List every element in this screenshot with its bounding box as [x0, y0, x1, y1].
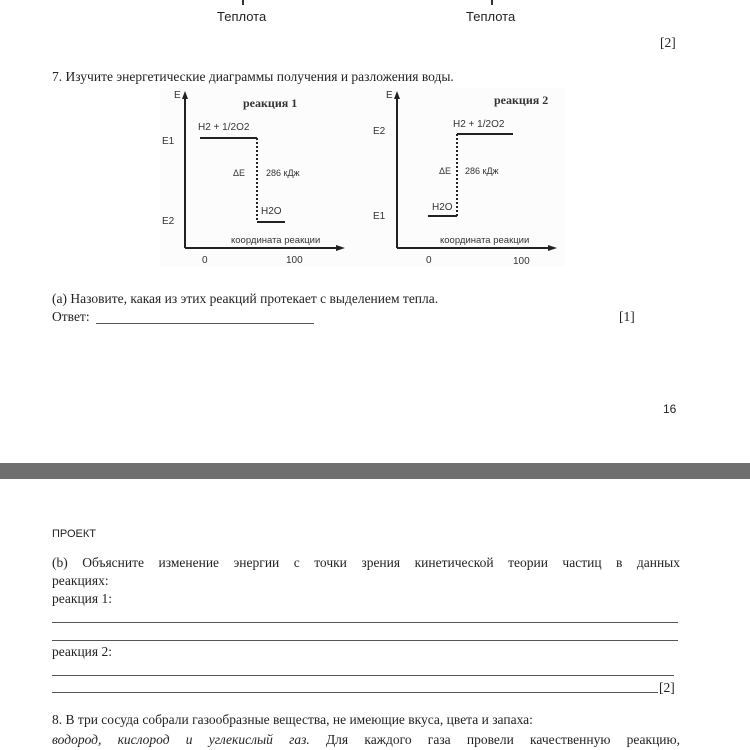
gas-list: водород, кислород и углекислый газ.	[52, 732, 310, 747]
page-header: ПРОЕКТ	[52, 528, 97, 540]
part-a-question: (a) Назовите, какая из этих реакций протекает с выделением тепла.	[52, 291, 439, 306]
energy-label: 286 кДж	[266, 168, 300, 178]
product-label: H2O	[261, 206, 282, 217]
energy-diagrams	[0, 0, 750, 280]
upper-level-label: E1	[162, 136, 175, 147]
delta-label: ΔE	[233, 168, 246, 178]
part-b-question-line1: (b) Объясните изменение энергии с точки зрения кинетической теории частиц в данных	[52, 555, 680, 570]
reactants-label: H2 + 1/2O2	[453, 119, 505, 130]
energy-label: 286 кДж	[465, 166, 499, 176]
reaction1-label: реакция 1:	[52, 591, 112, 606]
y-axis-label: E	[386, 90, 393, 101]
x-axis-label: координата реакции	[231, 235, 321, 246]
delta-label: ΔE	[439, 166, 452, 176]
answer-field[interactable]	[96, 323, 314, 324]
diagram-title: реакция 1	[243, 96, 298, 110]
tick-100: 100	[286, 255, 303, 266]
heat-label-right: Теплота	[466, 9, 516, 24]
reaction1-answer-line-2[interactable]	[52, 640, 678, 641]
tick-100: 100	[513, 256, 530, 267]
page-number: 16	[663, 402, 677, 416]
question8-line2	[52, 732, 680, 748]
y-axis-label: E	[174, 90, 181, 101]
reaction2-answer-line-1[interactable]	[52, 675, 674, 676]
question8-line1: 8. В три сосуда собрали газообразные вещества, не имеющие вкуса, цвета и запаха:	[52, 712, 533, 727]
part-a-score: [1]	[619, 309, 635, 324]
part-b-question-line2: реакциях:	[52, 573, 109, 588]
upper-level-label: E2	[373, 126, 386, 137]
diagram-title: реакция 2	[494, 93, 549, 107]
answer-label: Ответ:	[52, 309, 90, 324]
score-label: [2]	[660, 35, 676, 50]
reaction1-answer-line-1[interactable]	[52, 622, 678, 623]
page-separator	[0, 463, 750, 479]
product-label: H2O	[432, 202, 453, 213]
question8-rest: Для каждого газа провели качественную реакцию,	[325, 732, 680, 747]
tick-0: 0	[426, 255, 432, 266]
lower-level-label: E2	[162, 216, 175, 227]
heat-label-left: Теплота	[217, 9, 267, 24]
x-axis-label: координата реакции	[440, 235, 530, 246]
reaction2-label: реакция 2:	[52, 644, 112, 659]
part-b-score: [2]	[659, 680, 675, 695]
reactants-label: H2 + 1/2O2	[198, 122, 250, 133]
lower-level-label: E1	[373, 211, 386, 222]
question7-title: 7. Изучите энергетические диаграммы получения и разложения воды.	[52, 69, 454, 84]
tick-0: 0	[202, 255, 208, 266]
reaction2-answer-line-2[interactable]	[52, 692, 658, 693]
